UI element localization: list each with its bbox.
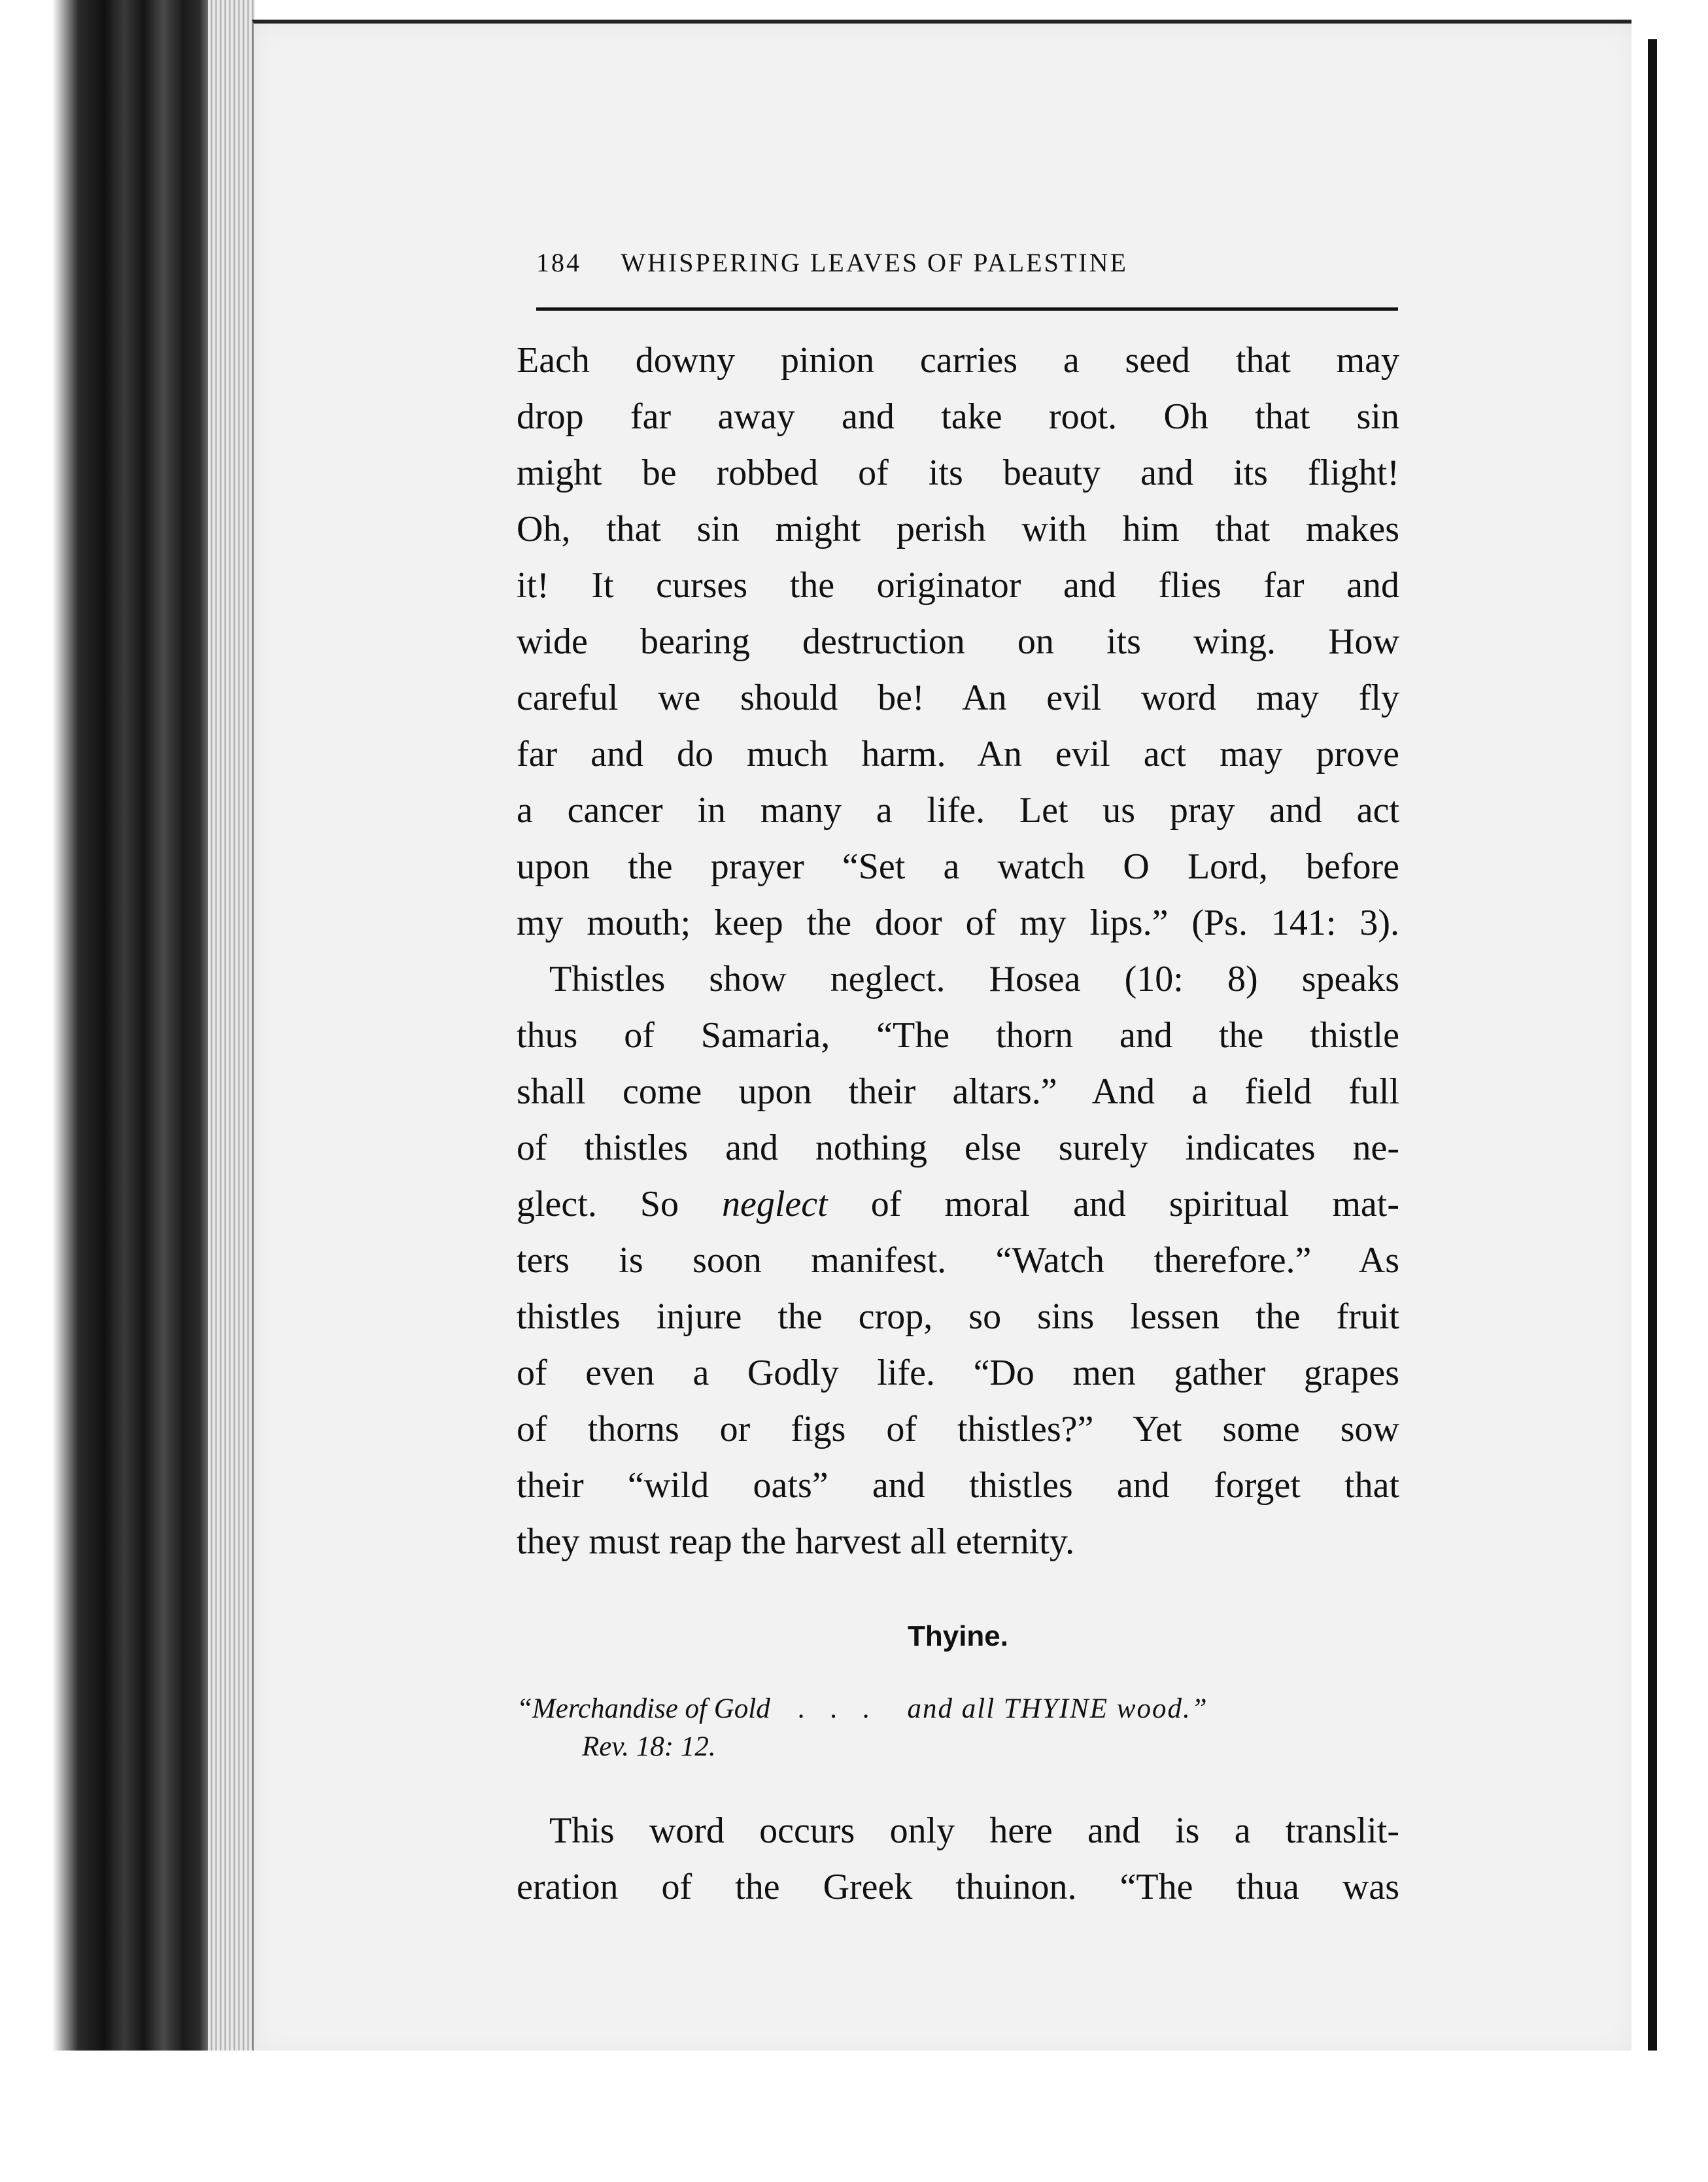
text-line: wide bearing destruction on its wing. How: [517, 621, 1399, 662]
emphasized-word: neglect: [722, 1184, 828, 1224]
epigraph-end: and all THYINE wood.”: [907, 1693, 1208, 1724]
page-number: 184: [536, 248, 581, 277]
text-line: of thistles and nothing else surely indicates ne-: [517, 1128, 1399, 1168]
epigraph-quote: [517, 1690, 1399, 1728]
bottom-margin: [0, 2051, 1708, 2182]
paragraph-2: [517, 951, 1399, 1570]
epigraph-start: “Merchandise of Gold: [517, 1693, 770, 1724]
text-line: ters is soon manifest. “Watch therefore.” As: [517, 1240, 1399, 1281]
text-line: Thistles show neglect. Hosea (10: 8) speaks: [549, 959, 1399, 999]
paragraph-1: [517, 332, 1399, 951]
text-line: their “wild oats” and thistles and forget that: [517, 1465, 1399, 1506]
text-line: drop far away and take root. Oh that sin: [517, 396, 1399, 437]
text-line: careful we should be! An evil word may fly: [517, 678, 1399, 718]
text-line-with-emphasis: [517, 1176, 1399, 1232]
text-line: eration of the Greek thuinon. “The thua was: [517, 1867, 1399, 1907]
running-head: [536, 247, 1308, 278]
header-rule: [536, 307, 1398, 311]
text-segment: glect. So: [517, 1184, 722, 1224]
epigraph-ellipsis: . . .: [798, 1693, 880, 1724]
epigraph: [517, 1690, 1399, 1766]
text-line: upon the prayer “Set a watch O Lord, before: [517, 846, 1399, 887]
text-line: This word occurs only here and is a translit-: [549, 1810, 1399, 1851]
text-line: shall come upon their altars.” And a field full: [517, 1071, 1399, 1112]
text-line: they must reap the harvest all eternity.: [517, 1521, 1075, 1562]
body-text: [517, 332, 1399, 1915]
text-line: Oh, that sin might perish with him that makes: [517, 509, 1399, 549]
text-line: thus of Samaria, “The thorn and the thistle: [517, 1015, 1399, 1056]
text-line: thistles injure the crop, so sins lessen the fruit: [517, 1296, 1399, 1337]
section-heading: Thyine.: [907, 1620, 1009, 1652]
page-edges: [208, 0, 255, 2067]
right-margin: [1631, 0, 1708, 2182]
paragraph-3: [517, 1803, 1399, 1915]
text-line: might be robbed of its beauty and its flight!: [517, 453, 1399, 493]
running-title: WHISPERING LEAVES OF PALESTINE: [621, 248, 1128, 277]
facing-page-edge: [1648, 39, 1657, 2132]
text-line: a cancer in many a life. Let us pray and act: [517, 790, 1399, 831]
text-line: Each downy pinion carries a seed that may: [517, 340, 1399, 381]
book-spine-shadow: [0, 0, 216, 2182]
text-line: my mouth; keep the door of my lips.” (Ps. 141: 3).: [517, 903, 1399, 943]
epigraph-reference: Rev. 18: 12.: [582, 1731, 716, 1762]
text-line: far and do much harm. An evil act may prove: [517, 734, 1399, 774]
text-segment: of moral and spiritual mat-: [827, 1184, 1399, 1224]
text-line: of even a Godly life. “Do men gather grapes: [517, 1353, 1399, 1393]
text-line: it! It curses the originator and flies far and: [517, 565, 1399, 606]
text-line: of thorns or figs of thistles?” Yet some sow: [517, 1409, 1399, 1449]
